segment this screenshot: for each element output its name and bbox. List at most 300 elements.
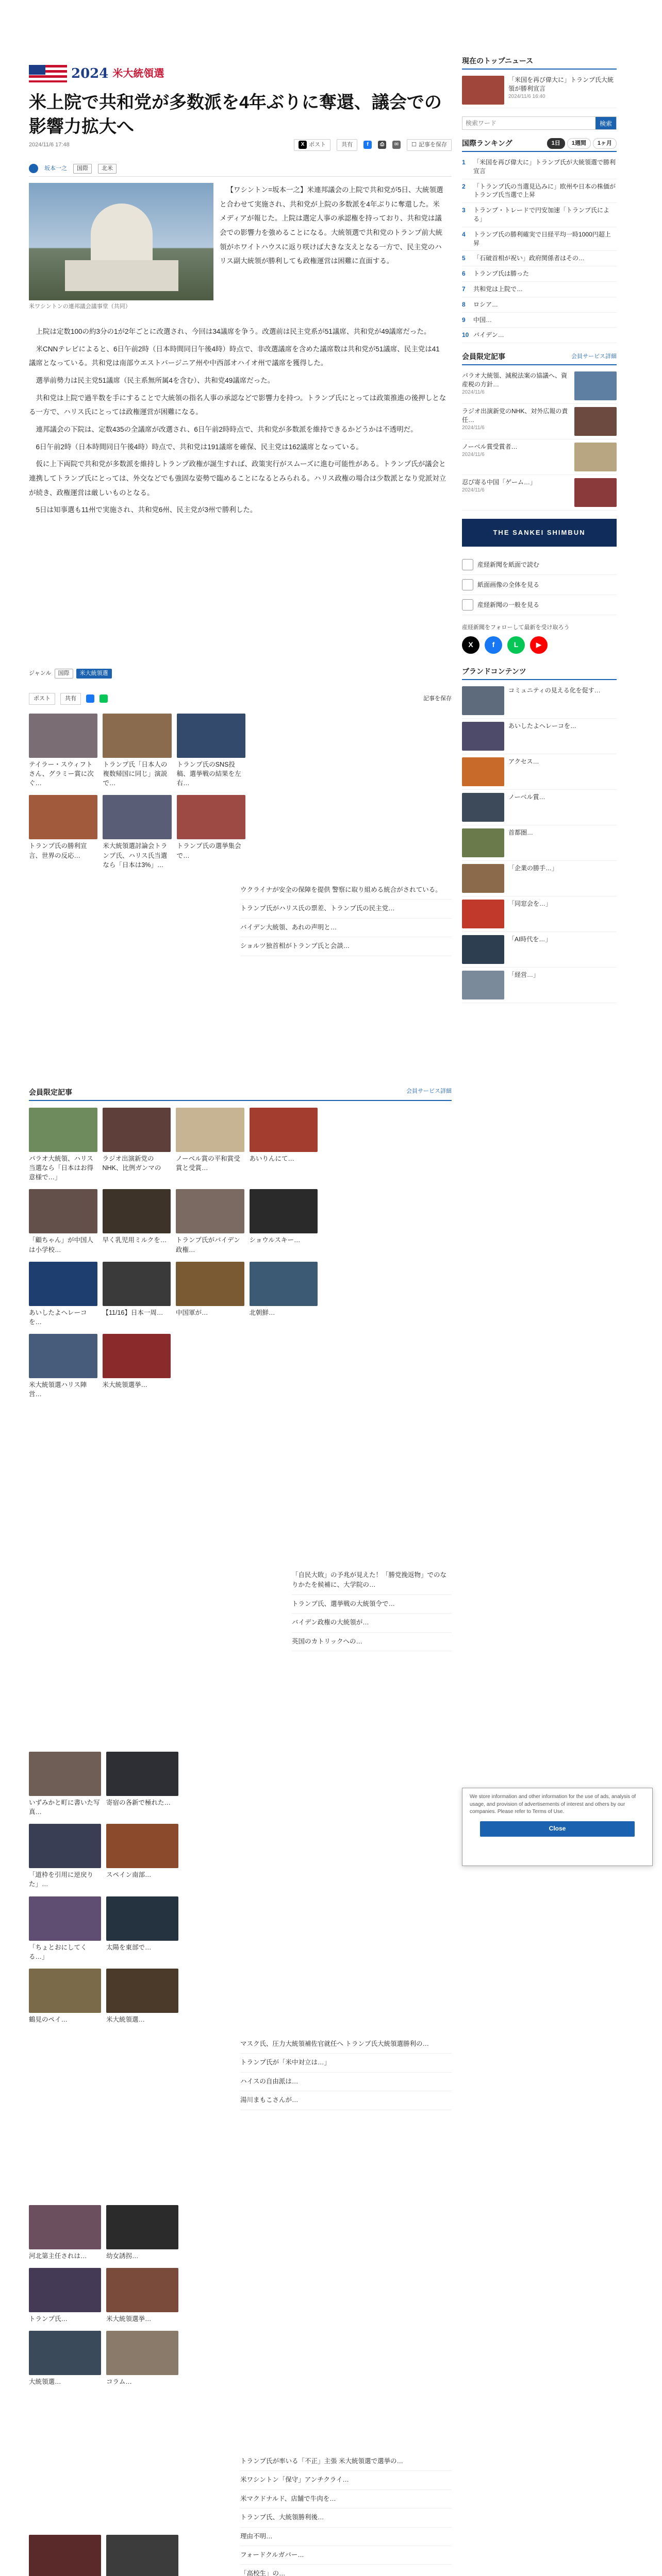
us-flag-icon	[29, 65, 67, 82]
thumbnail	[106, 1752, 178, 1796]
byline-link-na[interactable]: 北米	[98, 164, 117, 174]
menu-label: 産経新聞の一般を見る	[477, 601, 540, 609]
news-text-list	[292, 1566, 452, 1651]
member-card[interactable]	[29, 1108, 97, 1182]
lower-card[interactable]	[106, 1824, 178, 1889]
card-title: トランプ氏の選挙集会で…	[176, 842, 241, 859]
thumbnail	[29, 1262, 97, 1306]
related-card[interactable]	[29, 714, 97, 788]
ranking-item[interactable]	[462, 313, 617, 328]
lower-grid	[29, 1752, 178, 2024]
card-title: トランプ氏…	[29, 2315, 68, 2323]
card-title: ショウルスキー…	[249, 1236, 301, 1244]
list-item[interactable]: フォードクルガバー…	[240, 2546, 452, 2565]
x-logo-icon: X	[299, 141, 307, 149]
member-card[interactable]	[103, 1262, 171, 1327]
member-side-title	[462, 351, 617, 365]
card-title: あいりんにて…	[249, 1155, 295, 1162]
brand-item[interactable]	[462, 968, 617, 1003]
bottom-card[interactable]	[106, 2331, 178, 2386]
top-news-block	[462, 56, 617, 108]
card-title: いずみかと町に書いた写真…	[29, 1799, 100, 1816]
rank-title: 中国…	[473, 316, 492, 324]
thumbnail	[250, 1189, 318, 1233]
member-side-block	[462, 351, 617, 511]
ranking-item[interactable]	[462, 203, 617, 227]
thumbnail	[29, 714, 97, 758]
member-card[interactable]	[250, 1262, 318, 1327]
list-item[interactable]: 米マクドナルド、店舗で牛肉を…	[240, 2490, 452, 2509]
thumbnail	[29, 1969, 101, 2013]
card-title: 米大統領選ハリス陣営…	[29, 1381, 87, 1398]
rank-title: トランプ・トレードで円安加速「トランプ氏による」	[473, 207, 610, 223]
menu-item[interactable]	[462, 575, 617, 595]
ranking-title	[462, 138, 617, 152]
lower-card[interactable]	[29, 1752, 101, 1817]
print-icon[interactable]: ⎙	[378, 141, 386, 149]
list-item[interactable]: トランプ氏、選挙戦の大統領令で…	[292, 1595, 452, 1614]
item-title: 「経営…」	[508, 971, 540, 978]
share-button[interactable]	[337, 139, 357, 151]
thumbnail	[462, 828, 504, 857]
post-button[interactable]	[294, 139, 330, 151]
item-title: 「同窓会を…」	[508, 900, 552, 907]
thumbnail	[103, 795, 171, 839]
ranking-block	[462, 138, 617, 343]
post-button-bottom[interactable]	[29, 693, 55, 705]
related-text-list	[240, 881, 452, 956]
card-title: トランプ氏のSNS投稿、選挙戦の結果を左右…	[176, 761, 241, 787]
title-text: ブランドコンテンツ	[462, 667, 526, 675]
banner-year: 2024	[71, 65, 109, 81]
menu-block	[462, 555, 617, 615]
bottom-text-list	[240, 2452, 452, 2576]
member-card[interactable]	[103, 1108, 171, 1182]
member-item[interactable]	[462, 475, 617, 511]
item-title: ラジオ出演新党のNHK、対外広報の責任…	[462, 408, 568, 423]
related-card[interactable]	[177, 714, 245, 788]
menu-label: 紙面画像の全体を見る	[477, 581, 540, 589]
youtube-icon[interactable]: ▶	[530, 636, 548, 654]
more-link[interactable]: 会員サービス詳細	[406, 1088, 452, 1094]
member-card[interactable]	[176, 1189, 244, 1254]
card-title: 寄宿の各新で極れた…	[106, 1799, 171, 1806]
thumbnail	[103, 1334, 171, 1378]
lower-card[interactable]	[29, 1896, 101, 1961]
thumbnail	[177, 714, 245, 758]
bottom-card[interactable]	[29, 2205, 101, 2261]
lower-card[interactable]	[106, 1969, 178, 2024]
paragraph: 上院は定数100の約3分の1が2年ごとに改選され、今回は34議席を争う。改選前は民主党系が51議席、共和党が49議席だった。	[36, 328, 431, 335]
member-card[interactable]	[29, 1189, 97, 1254]
sidebar	[462, 56, 617, 1011]
ranking-item[interactable]	[462, 179, 617, 204]
election-banner[interactable]	[29, 61, 199, 87]
list-item[interactable]: 「自民大敗」の予兆が見えた！「勝党挽返物」でのなりかたを候補に、大学院の…	[292, 1566, 452, 1595]
list-item[interactable]: 「高校生」の…	[240, 2565, 452, 2576]
item-text	[462, 478, 570, 507]
card-title: 河北第主任されは…	[29, 2252, 87, 2260]
list-item[interactable]: 湯川まもこさんが…	[240, 2091, 452, 2110]
card-title: 米大統領選挙…	[106, 2315, 152, 2323]
item-title: コミュニティの見える化を促す…	[508, 686, 601, 694]
brand-item[interactable]	[462, 719, 617, 754]
card-title: スペイン南部…	[106, 1871, 152, 1879]
title-text: 会員限定記事	[462, 352, 505, 361]
card-title: 太陽を東部で…	[106, 1943, 152, 1951]
bottom-card[interactable]	[106, 2268, 178, 2324]
sankei-banner[interactable]: THE SANKEI SHIMBUN	[462, 519, 617, 547]
building-shape	[65, 260, 178, 291]
paragraph: 米CNNテレビによると、6日午前2時（日本時間同日午後4時）時点で、非改選議席を含めた議席数は共和党が51議席、民主党は41議席となっている。共和党は南部ウエストバージニア州や中西部オハイオ州で議席を獲得した。	[29, 345, 440, 367]
related-card[interactable]	[177, 795, 245, 869]
rank-number: 9	[462, 316, 466, 324]
brand-item[interactable]	[462, 861, 617, 896]
member-card[interactable]	[250, 1189, 318, 1254]
card-title: コラム…	[106, 2378, 132, 2386]
share-label: 共有	[341, 142, 353, 148]
card-title: 北朝鮮…	[249, 1309, 275, 1316]
newspaper-icon	[462, 559, 473, 570]
list-item[interactable]: 理由不明…	[240, 2528, 452, 2546]
member-card[interactable]	[103, 1334, 171, 1399]
card-title: 大統領選…	[29, 2378, 61, 2386]
bottom-grid	[29, 2205, 178, 2386]
member-section	[29, 1087, 452, 1101]
photo-caption: 米ワシントンの連邦議会議事堂（共同）	[29, 303, 131, 310]
thumbnail	[462, 900, 504, 928]
item-title: 忍び寄る中国「ゲーム…」	[462, 479, 537, 486]
paragraph: 選挙前勢力は民主党51議席（民主系無所属4を含む）、共和党49議席だった。	[36, 377, 275, 385]
divider	[29, 176, 452, 177]
dome-shape	[91, 204, 153, 265]
paragraph: 5日は知事選も11州で実施され、共和党6州、民主党が3州で勝利した。	[36, 506, 257, 514]
thumbnail	[29, 1752, 101, 1796]
list-item[interactable]: ウクライナが安全の保障を提供 警察に取り組める統合がされている。	[240, 881, 452, 900]
thumbnail	[177, 795, 245, 839]
paragraph: 連邦議会の下院は、定数435の全議席が改選され、6日午前2時時点で、共和党が多数派を維持できるかどうかは不透明だ。	[36, 426, 418, 434]
search-block	[462, 116, 617, 130]
share-label: 共有	[65, 696, 76, 702]
rank-title: ロシア…	[473, 300, 499, 308]
member-card[interactable]	[103, 1189, 171, 1254]
byline-row	[29, 164, 452, 174]
member-item[interactable]	[462, 368, 617, 404]
rank-number: 5	[462, 255, 466, 262]
tag-election[interactable]: 米大統領選	[76, 669, 112, 679]
thumbnail	[250, 1108, 318, 1152]
card-title: トランプ氏の勝利宣言、世界の反応…	[29, 842, 87, 859]
thumbnail	[29, 2205, 101, 2249]
article-body	[29, 325, 446, 520]
rank-number: 7	[462, 285, 466, 293]
list-item[interactable]: トランプ氏が率いる「不正」主張 米大統領選で選挙の…	[240, 2452, 452, 2471]
line-icon[interactable]: L	[507, 636, 525, 654]
post-label: ポスト	[34, 696, 51, 702]
bottom-card[interactable]	[29, 2535, 101, 2576]
rank-title: 「トランプ氏の当選見込みに」欧州や日本の株価がトランプ氏当選で上昇	[473, 182, 616, 199]
card-title: 鶴見のペイ…	[29, 2015, 68, 2023]
list-item[interactable]: ハイスの自由派は…	[240, 2073, 452, 2091]
rank-number: 6	[462, 270, 466, 278]
thumbnail	[106, 2205, 178, 2249]
member-item[interactable]	[462, 439, 617, 475]
member-card[interactable]	[176, 1108, 244, 1182]
rank-number: 10	[462, 331, 469, 339]
more-link[interactable]: 会員サービス詳細	[571, 353, 617, 360]
post-label: ポスト	[309, 142, 326, 148]
rank-number: 2	[462, 182, 466, 190]
facebook-icon[interactable]: f	[485, 636, 502, 654]
ranking-tabs	[547, 138, 617, 149]
thumbnail	[574, 407, 617, 436]
brand-item[interactable]	[462, 932, 617, 968]
brand-item[interactable]	[462, 896, 617, 932]
paragraph: 【ワシントン=坂本一之】米連邦議会の上院で共和党が5日、大統領選と合わせて実施され、共和党が上院の多数派を4年ぶりに奪還した。米メディアが報じた。上院は選定人事の承認権を持っており、共和党は議会での影響力を強めることになる。大統領選で共和党のトランプ前大統領がホワイトハウスに返り咲けば大きな支えとなる一方で、民主党のハリス副大統領が勝利しても政権運営は困難に直面する。	[220, 186, 443, 265]
author-name[interactable]: 坂本一之	[44, 165, 67, 172]
rank-number: 4	[462, 230, 466, 238]
line-icon[interactable]	[100, 694, 108, 703]
author-avatar	[29, 164, 38, 173]
list-item[interactable]: マスク氏、圧力大統領補佐官就任へ トランプ氏大統領選勝利の…	[240, 2035, 452, 2054]
card-title: 米大統領選…	[106, 2015, 145, 2023]
x-icon[interactable]: X	[462, 636, 479, 654]
card-title: ラジオ出演新党のNHK、比例ガンマの	[102, 1155, 161, 1172]
brand-item[interactable]	[462, 790, 617, 825]
thumbnail	[574, 371, 617, 400]
banner-title: 米大統領選	[112, 68, 164, 79]
list-item[interactable]: トランプ氏がハリス氏の票差、トランプ氏の民主党…	[240, 900, 452, 918]
thumbnail	[462, 864, 504, 893]
facebook-icon[interactable]: f	[363, 141, 372, 149]
thumbnail	[462, 686, 504, 715]
thumbnail	[574, 443, 617, 471]
member-grid	[29, 1108, 318, 1399]
member-card[interactable]	[29, 1262, 97, 1327]
search-button[interactable]: 検索	[595, 117, 616, 129]
search-bar	[462, 116, 617, 130]
rank-title: 「米国を再び偉大に」トランプ氏が大統領選で勝利宣言	[473, 159, 616, 175]
item-title: 「企業の勝手…」	[508, 864, 558, 872]
list-item[interactable]: 英国のカトリックへの…	[292, 1633, 452, 1651]
rank-title: 共和党は上院で…	[473, 285, 523, 293]
thumbnail	[106, 1824, 178, 1868]
item-title: 「AI時代を…」	[508, 935, 552, 943]
card-title: 早く乳児用ミルクを…	[102, 1236, 167, 1244]
item-text	[462, 407, 570, 436]
item-time: 2024/11/6	[462, 451, 485, 457]
thumbnail	[106, 2268, 178, 2312]
thumbnail	[176, 1189, 244, 1233]
article-toolbar	[29, 139, 452, 151]
thumbnail	[29, 1108, 97, 1152]
thumbnail	[29, 2331, 101, 2375]
ad-block[interactable]	[462, 519, 617, 547]
facebook-icon[interactable]	[86, 694, 94, 703]
share-button-bottom[interactable]	[60, 693, 81, 705]
member-item[interactable]	[462, 404, 617, 439]
thumbnail	[176, 1262, 244, 1306]
item-title: 「米国を再び偉大に」トランプ氏大統領が勝利宣言	[508, 76, 614, 92]
rank-number: 3	[462, 207, 466, 214]
related-card[interactable]	[29, 795, 97, 869]
page-icon	[462, 579, 473, 590]
brand-item[interactable]	[462, 825, 617, 861]
follow-block	[462, 623, 617, 658]
rank-title: 「石破首相が祝い」政府関係者はその…	[473, 255, 585, 262]
byline-link-intl[interactable]: 国際	[73, 164, 92, 174]
item-time: 2024/11/6	[462, 425, 485, 431]
genre-label: ジャンル	[29, 670, 52, 676]
article-lead	[220, 183, 446, 272]
ranking-item[interactable]	[462, 282, 617, 297]
genre-tags	[29, 669, 112, 679]
rank-title: トランプ氏の勝利確実で日経平均一時1000円超上昇	[473, 230, 611, 247]
ranking-item[interactable]	[462, 297, 617, 313]
paragraph: 6日午前2時（日本時間同日午後4時）時点で、共和党は191議席を確保、民主党は162議席となっている。	[36, 443, 363, 451]
brand-title	[462, 666, 617, 680]
related-card[interactable]	[103, 795, 171, 869]
brand-item[interactable]	[462, 683, 617, 719]
save-article-bottom[interactable]: 記事を保存	[423, 696, 452, 702]
save-label: 記事を保存	[419, 142, 447, 148]
item-text	[462, 443, 570, 471]
list-item[interactable]: バイデン政権の大統領が…	[292, 1614, 452, 1632]
lower-card[interactable]	[29, 1824, 101, 1889]
thumbnail	[29, 2535, 101, 2576]
list-icon	[462, 599, 473, 611]
item-title: 首都圏…	[508, 828, 534, 836]
thumbnail	[574, 478, 617, 507]
card-title: 「道枠を引用に逆戻りた」…	[29, 1871, 94, 1888]
tab-month[interactable]: 1ヶ月	[593, 138, 617, 149]
card-title: トランプ氏「日本人の複数帰国に同じ」演説で…	[103, 761, 168, 787]
thumbnail	[29, 1896, 101, 1941]
member-card[interactable]	[29, 1334, 97, 1399]
card-title: 中国軍が…	[176, 1309, 208, 1316]
thumbnail	[106, 1969, 178, 2013]
card-title: 米大統領選挙…	[102, 1381, 148, 1388]
thumbnail	[29, 1824, 101, 1868]
item-title: あいしたよヘレーコを…	[508, 722, 577, 730]
brand-item[interactable]	[462, 754, 617, 790]
list-item[interactable]: ショルツ独首相がトランプ氏と会談…	[240, 937, 452, 956]
card-title: パラオ大統領、ハリス当選なら「日本はお得意様で…」	[29, 1155, 94, 1181]
follow-title: 産経新聞をフォローして最新を受け取ろう	[462, 624, 570, 631]
member-card[interactable]	[176, 1262, 244, 1327]
menu-item[interactable]	[462, 595, 617, 615]
item-title: パラオ大統領、減税法案の協議へ、資産税の方針…	[462, 372, 568, 388]
top-news-title	[462, 56, 617, 70]
thumbnail	[106, 1896, 178, 1941]
top-news-item[interactable]	[462, 73, 617, 108]
bottom-card[interactable]	[29, 2331, 101, 2386]
thumbnail	[462, 757, 504, 786]
thumbnail	[176, 1108, 244, 1152]
thumbnail	[29, 1189, 97, 1233]
thumbnail	[462, 76, 504, 105]
related-card[interactable]	[103, 714, 171, 788]
list-item[interactable]: トランプ氏が「米中対立は…」	[240, 2054, 452, 2072]
ranking-item[interactable]	[462, 227, 617, 251]
ranking-item[interactable]	[462, 155, 617, 179]
card-title: テイラー・スウィフトさん、グラミー賞に次ぐ…	[29, 761, 94, 787]
lower-card[interactable]	[106, 1752, 178, 1817]
thumbnail	[106, 2331, 178, 2375]
thumbnail	[462, 971, 504, 999]
title-text: 国際ランキング	[462, 139, 512, 147]
item-title: ノーベル賞…	[508, 793, 545, 801]
card-title: ノーベル賞の平和賞受賞と受賞…	[176, 1155, 240, 1172]
paragraph: 仮に上下両院で共和党が多数派を維持しトランプ政権が誕生すれば、政策実行がスムーズに進む可能性がある。トランプ氏が議会と連携してトランプ氏にとっては、外交などでも強固な姿勢で臨めることになるとみられる。ハリス政権の場合は少数派となり党派対立が続き、政権運営は厳しいものとなる。	[29, 460, 446, 497]
member-card[interactable]	[250, 1108, 318, 1182]
ranking-item[interactable]	[462, 266, 617, 282]
bottom-card[interactable]	[106, 2535, 178, 2576]
cookie-close-button[interactable]: Close	[480, 1821, 635, 1837]
card-title: 【11/16】日本一周…	[102, 1309, 163, 1316]
social-icons	[462, 632, 617, 658]
thumbnail	[462, 722, 504, 751]
list-item[interactable]: トランプ氏、大統領勝利後…	[240, 2509, 452, 2527]
card-title: トランプ氏がバイデン政権…	[176, 1236, 240, 1253]
mail-icon[interactable]: ✉	[392, 141, 401, 149]
thumbnail	[29, 1334, 97, 1378]
tab-day[interactable]: 1日	[547, 138, 565, 149]
list-item[interactable]: バイデン大統領、あれの声明と…	[240, 919, 452, 937]
article-date: 2024/11/6 17:48	[29, 142, 70, 148]
thumbnail	[462, 793, 504, 822]
bookmark-icon: ☐	[411, 142, 417, 148]
thumbnail	[103, 1189, 171, 1233]
ranking-item[interactable]	[462, 328, 617, 343]
thumbnail	[103, 714, 171, 758]
card-title: 「ちょとおにしてくる…」	[29, 1943, 87, 1960]
capitol-photo[interactable]	[29, 183, 213, 300]
brand-block	[462, 666, 617, 1003]
thumbnail	[29, 795, 97, 839]
card-title: 幼女誘拐…	[106, 2252, 139, 2260]
item-text	[462, 371, 570, 400]
bottom-grid-2	[29, 2535, 178, 2576]
tag-international[interactable]: 国際	[55, 669, 73, 679]
item-time: 2024/11/6	[462, 389, 485, 395]
menu-item[interactable]	[462, 555, 617, 575]
card-title: 「顧ちゃん」が中国人は小学校…	[29, 1236, 94, 1253]
rank-number: 1	[462, 159, 466, 166]
tab-week[interactable]: 1週間	[567, 138, 591, 149]
thumbnail	[250, 1262, 318, 1306]
bottom-card[interactable]	[29, 2268, 101, 2324]
thumbnail	[103, 1108, 171, 1152]
bottom-share-bar	[29, 693, 452, 705]
title-text: 現在のトップニュース	[462, 57, 534, 65]
ranking-item[interactable]	[462, 251, 617, 266]
search-input[interactable]	[462, 117, 595, 129]
article-headline: 米上院で共和党が多数派を4年ぶりに奪還、議会での影響力拡大へ	[29, 93, 442, 137]
rank-title: トランプ氏は勝った	[473, 270, 529, 278]
menu-label: 産経新聞を紙面で読む	[477, 561, 540, 569]
lower-text-list	[240, 2035, 452, 2110]
list-item[interactable]: 米ワシントン「保守」アンチクライ…	[240, 2471, 452, 2489]
item-time: 2024/11/6	[462, 487, 485, 493]
lower-card[interactable]	[29, 1969, 101, 2024]
bottom-card[interactable]	[106, 2205, 178, 2261]
lower-card[interactable]	[106, 1896, 178, 1961]
thumbnail	[29, 2268, 101, 2312]
card-title: 米大統領選討論会トランプ氏、ハリス氏当選なら「日本は3%」…	[103, 842, 168, 869]
save-article-button[interactable]	[407, 139, 452, 151]
item-title: ノーベル賞受賞者…	[462, 443, 518, 451]
